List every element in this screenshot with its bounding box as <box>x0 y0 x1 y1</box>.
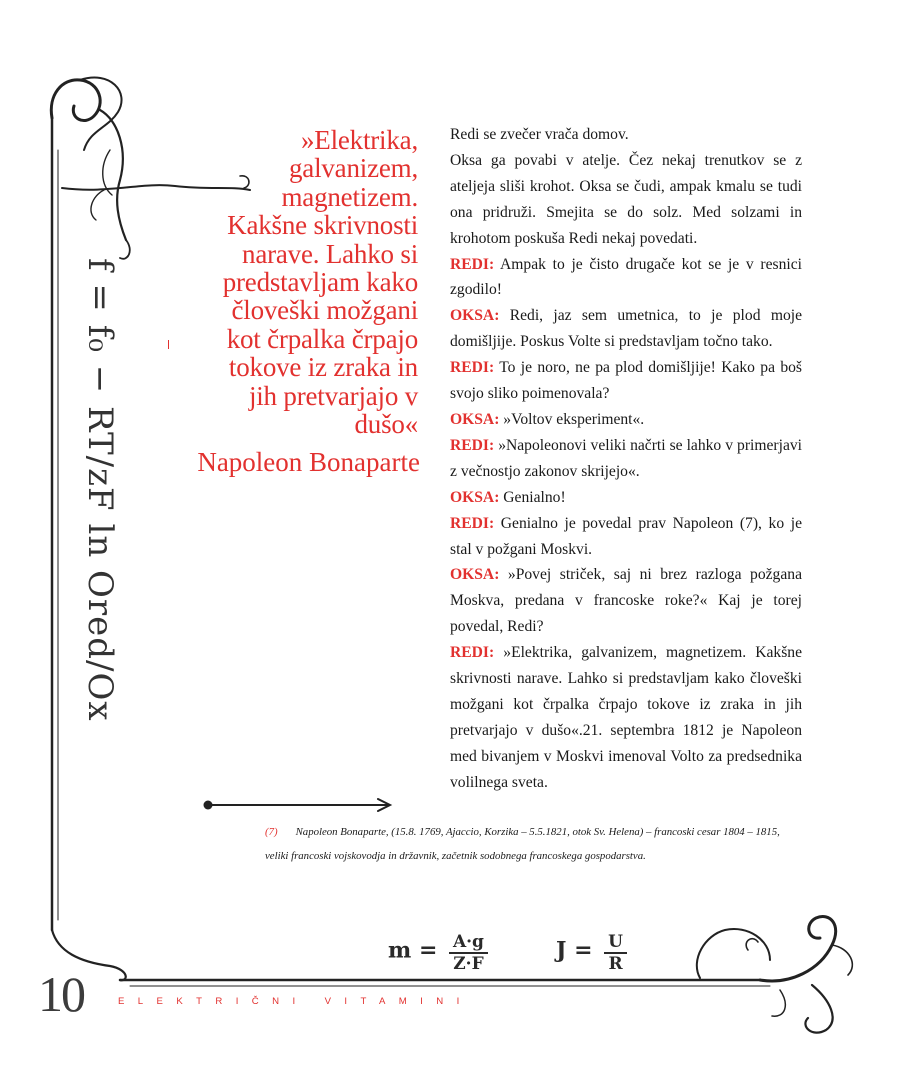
dialogue-text: Genialno! <box>499 488 566 506</box>
dialogue-text: Redi, jaz sem umetnica, to je plod moje domišljije. Poskus Volte si predstavljam točno tako. <box>450 307 802 351</box>
quote-line: narave. Lahko si <box>242 238 418 269</box>
footnote <box>265 820 805 868</box>
formula-denominator: R <box>608 954 623 974</box>
paragraph: Redi se zvečer vrača domov. <box>450 126 629 143</box>
quote-line: Kakšne skrivnosti <box>227 210 418 241</box>
quote-line: kot črpalka črpajo <box>226 323 418 354</box>
speaker-label: REDI: <box>450 514 495 532</box>
dialogue-text: »Elektrika, galvanizem, magnetizem. Kakšne skrivnosti narave. Lahko si predstavljam kako človeški možgani kot črpalka črpajo tokove iz zraka in jih pretvarjajo v dušo«.21. septembra 1812 je Napoleon med bivanjem v Moskvi imenoval Volto za predsednika volilnega sveta. <box>450 644 802 791</box>
dialogue-line <box>450 511 802 563</box>
dialogue-line <box>450 407 802 433</box>
dialogue-text: To je noro, ne pa plod domišljije! Kako pa boš svojo sliko poimenovala? <box>450 359 802 403</box>
dialogue-line <box>450 640 802 795</box>
formula-fraction <box>449 932 488 974</box>
page-number: 10 <box>38 966 84 1022</box>
formula-lhs: J = <box>556 937 593 964</box>
speaker-label: REDI: <box>450 255 495 273</box>
dialogue-text: »Voltov eksperiment«. <box>499 410 645 428</box>
dialogue-line <box>450 433 802 485</box>
dialogue-line <box>450 562 802 640</box>
speaker-label: OKSA: <box>450 488 500 506</box>
formula-numerator: U <box>604 932 627 954</box>
speaker-label: REDI: <box>450 436 495 454</box>
quote-line: človeški možgani <box>231 295 418 326</box>
quote-line: tokove iz zraka in <box>228 352 418 383</box>
quote-line: galvanizem, <box>289 153 418 184</box>
pull-quote <box>150 126 418 438</box>
speaker-label: OKSA: <box>450 307 500 325</box>
footnote-number: (7) <box>265 826 278 838</box>
footnote-text: Napoleon Bonaparte, (15.8. 1769, Ajaccio, Korzika – 5.5.1821, otok Sv. Helena) – francoski cesar 1804 – 1815, veliki francoski vojskovodja in državnik, začetnik sodobnega francoskega gospodarstva. <box>265 826 780 862</box>
quote-marker <box>168 340 169 349</box>
speaker-label: OKSA: <box>450 410 500 428</box>
dialogue-line <box>450 252 802 304</box>
running-title: ELEKTRIČNI VITAMINI <box>118 996 473 1007</box>
quote-line: »Elektrika, <box>300 125 418 155</box>
speaker-label: OKSA: <box>450 566 500 584</box>
quote-line: predstavljam kako <box>222 267 418 298</box>
dialogue-line <box>450 303 802 355</box>
quote-line: jih pretvarjajo v <box>248 380 418 411</box>
side-formula: f = f₀ − RT/zF ln Ored/Ox <box>80 258 120 722</box>
formula-ohm <box>556 932 627 974</box>
speaker-label: REDI: <box>450 644 495 662</box>
body-text <box>450 122 802 796</box>
formula-denominator: Z·F <box>453 954 484 974</box>
dialogue-text: Ampak to je čisto drugače kot se je v resnici zgodilo! <box>450 255 802 299</box>
formula-lhs: m = <box>388 937 438 964</box>
quote-line: magnetizem. <box>281 181 418 212</box>
speaker-label: REDI: <box>450 359 495 377</box>
quote-author: Napoleon Bonaparte <box>197 447 420 477</box>
dialogue-text: Genialno je povedal prav Napoleon (7), ko je stal v požgani Moskvi. <box>450 514 802 558</box>
formula-fraction <box>604 932 627 974</box>
formula-numerator: A·g <box>449 932 488 954</box>
formula-faraday <box>388 932 488 974</box>
paragraph: Oksa ga povabi v atelje. Čez nekaj trenutkov se z ateljeja sliši krohot. Oksa se čudi, ampak kmalu se tudi ona pridruži. Smejita se do solz. Med solzami in krohotom poskuša Redi nekaj povedati. <box>450 151 802 247</box>
dialogue-text: »Povej striček, saj ni brez razloga požgana Moskva, predana v francoske roke?« Kaj je torej povedal, Redi? <box>450 566 802 636</box>
dialogue-text: »Napoleonovi veliki načrti se lahko v primerjavi z večnostjo zakonov skrijejo«. <box>450 436 802 480</box>
dialogue-line <box>450 355 802 407</box>
quote-line: dušo« <box>354 409 418 440</box>
dialogue-line <box>450 485 802 511</box>
